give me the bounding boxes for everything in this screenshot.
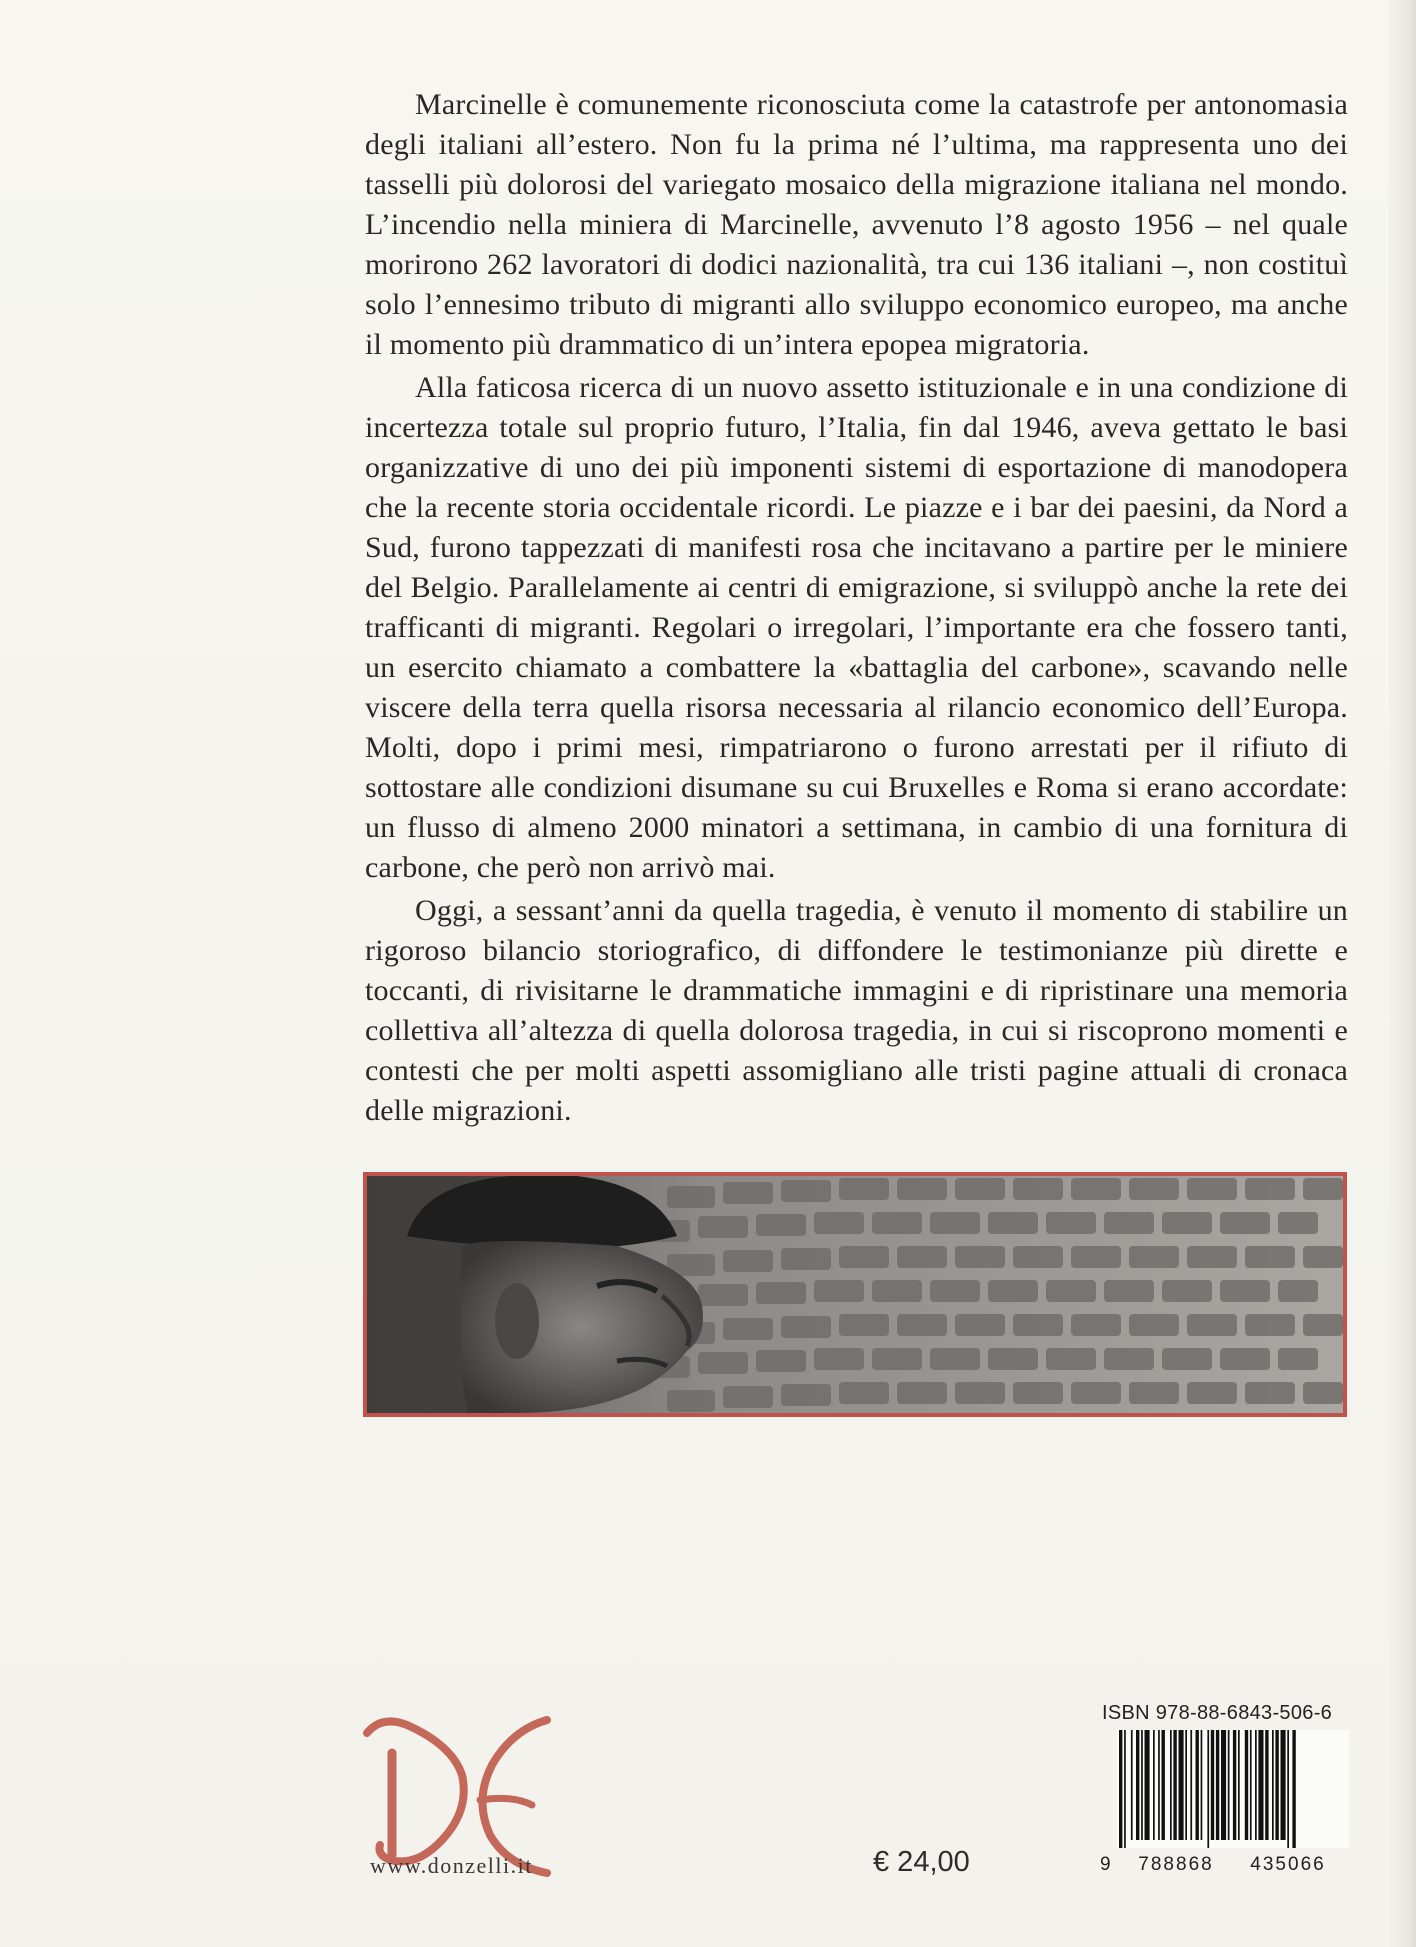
barcode-bar [1207,1730,1209,1848]
barcode-bar [1201,1730,1203,1840]
barcode-bar [1170,1730,1172,1840]
barcode-bar [1153,1730,1155,1840]
barcode-bar [1196,1730,1199,1840]
blurb-paragraph-2: Alla faticosa ricerca di un nuovo assetto istituzionale e in una condizione di incertezza totale sul proprio futuro, l’Italia, fin dal 1946, aveva gettato le basi organizzative di uno dei più imponenti sistemi di esportazione di manodopera che la recente storia occidentale ricordi. Le piazze e i bar dei paesini, da Nord a Sud, furono tappezzati di manifesti rosa che incitavano a partire per le miniere del Belgio. Parallelamente ai centri di emigrazione, si sviluppò anche la rete dei trafficanti di migranti. Regolari o irregolari, l’importante era che fossero tanti, un esercito chiamato a combattere la «battaglia del carbone», scavando nelle viscere della terra quella risorsa necessaria al rilancio economico dell’Europa. Molti, dopo i primi mesi, rimpatriarono o furono arrestati per il rifiuto di sottostare alle condizioni disumane su cui Bruxelles e Roma si erano accordate: un flusso di almeno 2000 minatori a settimana, in cambio di una fornitura di carbone, che però non arrivò mai. [365,371,1348,884]
barcode-bar [1136,1730,1139,1840]
barcode-bar [1272,1730,1274,1840]
barcode-bar [1162,1730,1165,1840]
barcode-bar [1211,1730,1214,1840]
barcode-digit-right: 435066 [1250,1854,1326,1875]
barcode-bar [1233,1730,1236,1840]
blurb-paragraph-3: Oggi, a sessant’anni da quella tragedia, è venuto il momento di stabilire un rigoroso bilancio storiografico, di diffondere le testimonianze più dirette e toccanti, di rivisitarne le drammatiche immagini e di ripristinare una memoria collettiva all’altezza di quella dolorosa tragedia, in cui si riscoprono momenti e contesti che per molti aspetti assomigliano alle tristi pagine attuali di cronaca delle migrazioni. [365,894,1348,1127]
barcode-bar [1119,1730,1122,1848]
barcode-digit-left: 788868 [1138,1854,1214,1875]
barcode-bar [1131,1730,1133,1840]
barcode-bar [1250,1730,1252,1840]
barcode-bar [1124,1730,1126,1848]
barcode-bar [1238,1730,1240,1840]
barcode-bar [1185,1730,1187,1840]
barcode-bar [1265,1730,1268,1840]
miner-photo-image [367,1176,1343,1413]
barcode-bar [1255,1730,1257,1840]
barcode-bar [1141,1730,1143,1840]
barcode-bar [1216,1730,1219,1840]
barcode-bar [1173,1730,1176,1840]
barcode-bar [1228,1730,1230,1840]
isbn-label: ISBN 978-88-6843-506-6 [1102,1702,1333,1724]
barcode-bar [1287,1730,1289,1848]
barcode-bar [1258,1730,1263,1840]
barcode-bar [1179,1730,1184,1840]
publisher-url: www.donzelli.it [370,1853,533,1878]
barcode-icon [1117,1730,1349,1848]
barcode-bar [1292,1730,1295,1848]
barcode-digits [1100,1854,1352,1876]
barcode-bar [1158,1730,1160,1840]
barcode-bar [1145,1730,1150,1840]
barcode-bar [1221,1730,1226,1840]
miner-photo [363,1172,1347,1417]
blurb-text [365,85,1348,1131]
price-label: € 24,00 [873,1846,970,1878]
barcode-digit-prefix: 9 [1100,1854,1111,1875]
barcode-bar [1245,1730,1248,1840]
barcode-bar [1275,1730,1278,1840]
cover-edge-shadow [1388,0,1416,1947]
barcode-bar [1190,1730,1192,1840]
blurb-paragraph-1: Marcinelle è comunemente riconosciuta come la catastrofe per antonomasia degli italiani all’estero. Non fu la prima né l’ultima, ma rappresenta uno dei tasselli più dolorosi del variegato mosaico della migrazione italiana nel mondo. L’incendio nella miniera di Marcinelle, avvenuto l’8 agosto 1956 – nel quale morirono 262 lavoratori di dodici nazionalità, tra cui 136 italiani –, non costituì solo l’ennesimo tributo di migranti allo sviluppo economico europeo, ma anche il momento più drammatico di un’intera epopea migratoria. [365,88,1348,361]
barcode-bar [1281,1730,1286,1840]
